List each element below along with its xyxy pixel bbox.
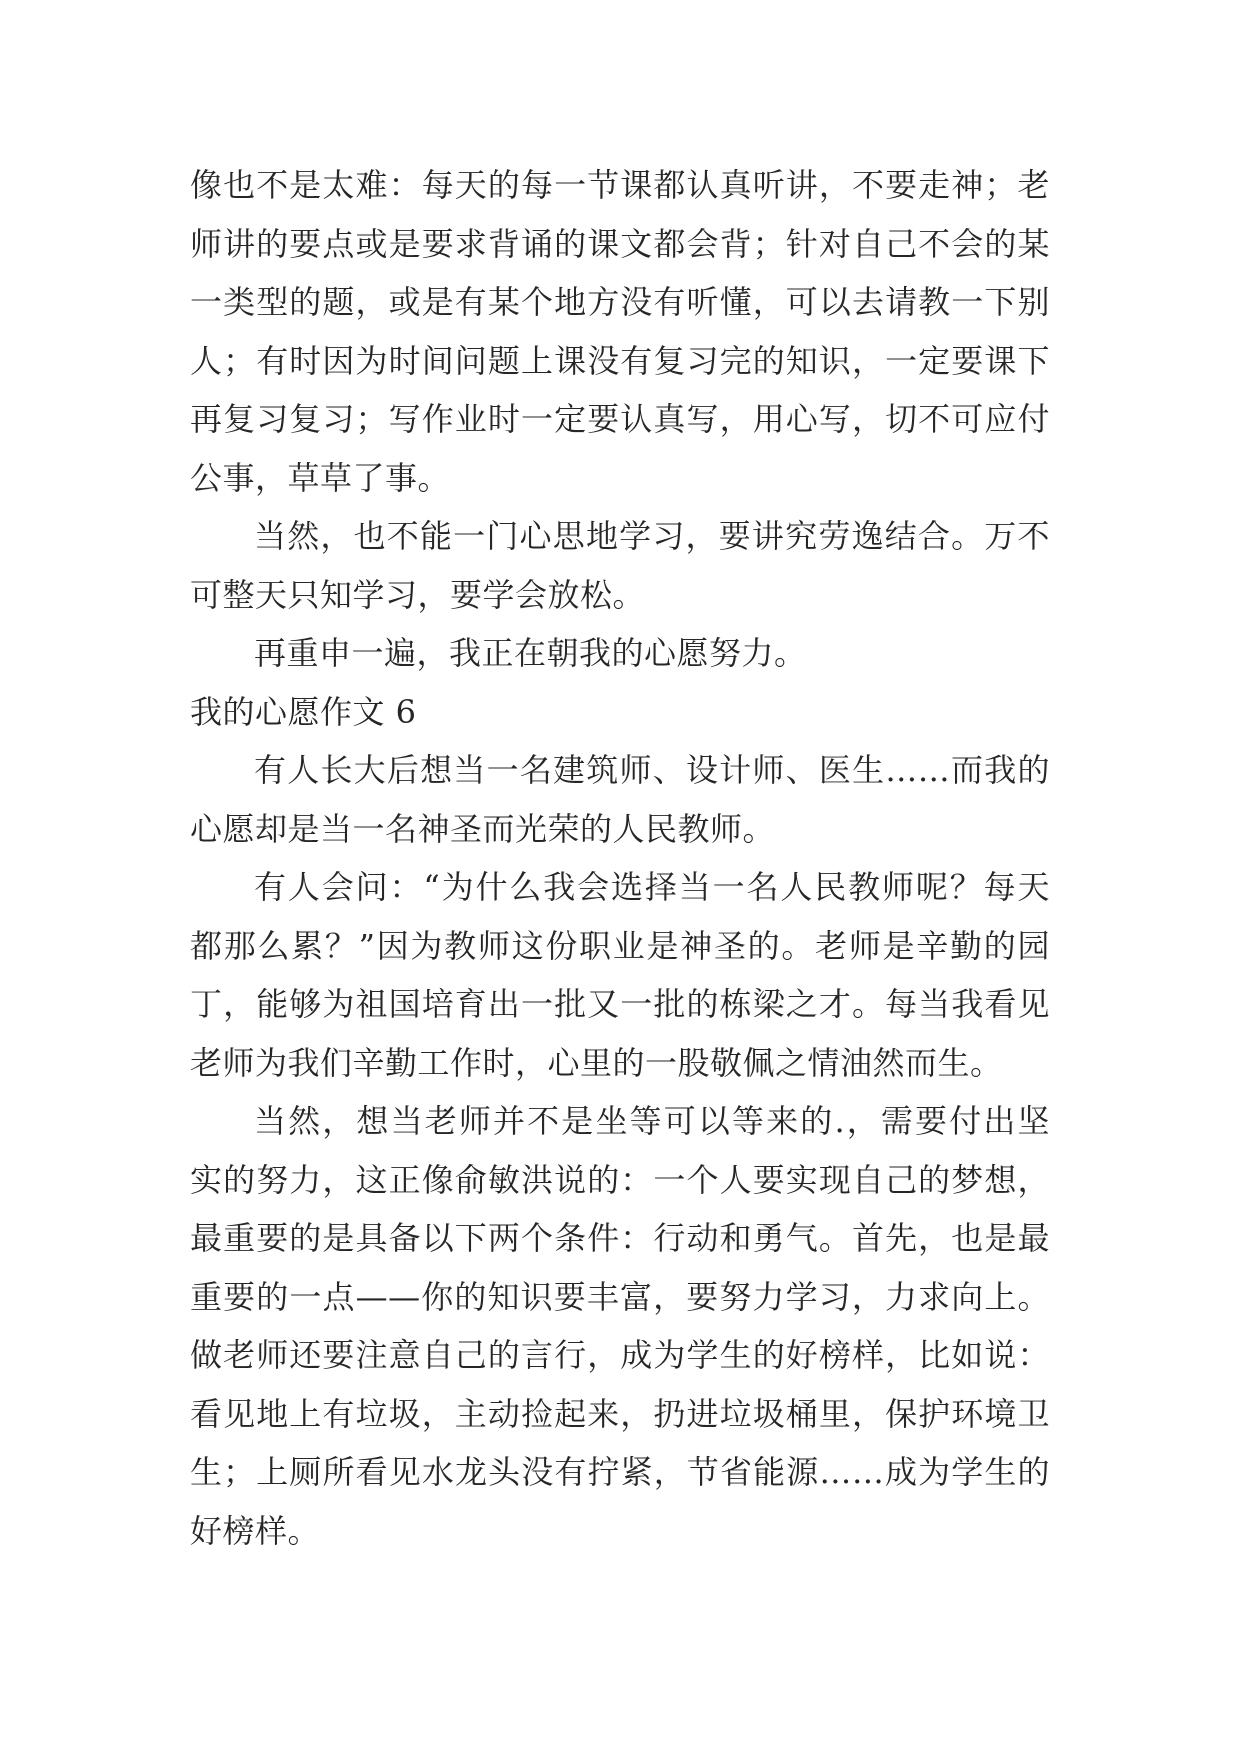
text-line: 做老师还要注意自己的言行，成为学生的好榜样，比如说： <box>190 1336 1050 1374</box>
text-line: 最重要的是具备以下两个条件：行动和勇气。首先，也是最 <box>190 1219 1050 1257</box>
text-line: 生；上厕所看见水龙头没有拧紧，节省能源……成为学生的 <box>190 1453 1050 1491</box>
text-line: 公事，草草了事。 <box>190 458 451 497</box>
section-heading: 我的心愿作文 6 <box>190 692 417 731</box>
text-line: 丁，能够为祖国培育出一批又一批的栋梁之才。每当我看见 <box>190 985 1050 1023</box>
text-line: 师讲的要点或是要求背诵的课文都会背；针对自己不会的某 <box>190 224 1050 263</box>
text-line: 实的努力，这正像俞敏洪说的：一个人要实现自己的梦想， <box>190 1160 1050 1199</box>
text-line: 老师为我们辛勤工作时，心里的一股敬佩之情油然而生。 <box>190 1043 1003 1082</box>
text-line: 再复习复习；写作业时一定要认真写，用心写，切不可应付 <box>190 400 1050 438</box>
text-line: 心愿却是当一名神圣而光荣的人民教师。 <box>190 809 776 848</box>
text-line: 看见地上有垃圾，主动捡起来，扔进垃圾桶里，保护环境卫 <box>190 1394 1050 1433</box>
text-line: 当然，想当老师并不是坐等可以等来的.，需要付出坚 <box>254 1102 1050 1140</box>
text-line: 有人长大后想当一名建筑师、设计师、医生……而我的 <box>254 751 1050 789</box>
text-line: 当然，也不能一门心思地学习，要讲究劳逸结合。万不 <box>254 517 1050 555</box>
text-line: 有人会问：“为什么我会选择当一名人民教师呢？每天 <box>254 868 1050 906</box>
essay-body <box>190 156 1050 1560</box>
text-line: 再重申一遍，我正在朝我的心愿努力。 <box>254 634 807 672</box>
text-line: 重要的一点——你的知识要丰富，要努力学习，力求向上。 <box>190 1277 1050 1316</box>
text-line: 一类型的题，或是有某个地方没有听懂，可以去请教一下别 <box>190 283 1050 321</box>
text-line: 可整天只知学习，要学会放松。 <box>190 575 646 614</box>
text-line: 好榜样。 <box>190 1511 321 1550</box>
text-line: 人；有时因为时间问题上课没有复习完的知识，一定要课下 <box>190 341 1050 380</box>
text-line: 都那么累？”因为教师这份职业是神圣的。老师是辛勤的园 <box>190 926 1050 965</box>
text-line: 像也不是太难：每天的每一节课都认真听讲，不要走神；老 <box>190 166 1050 204</box>
